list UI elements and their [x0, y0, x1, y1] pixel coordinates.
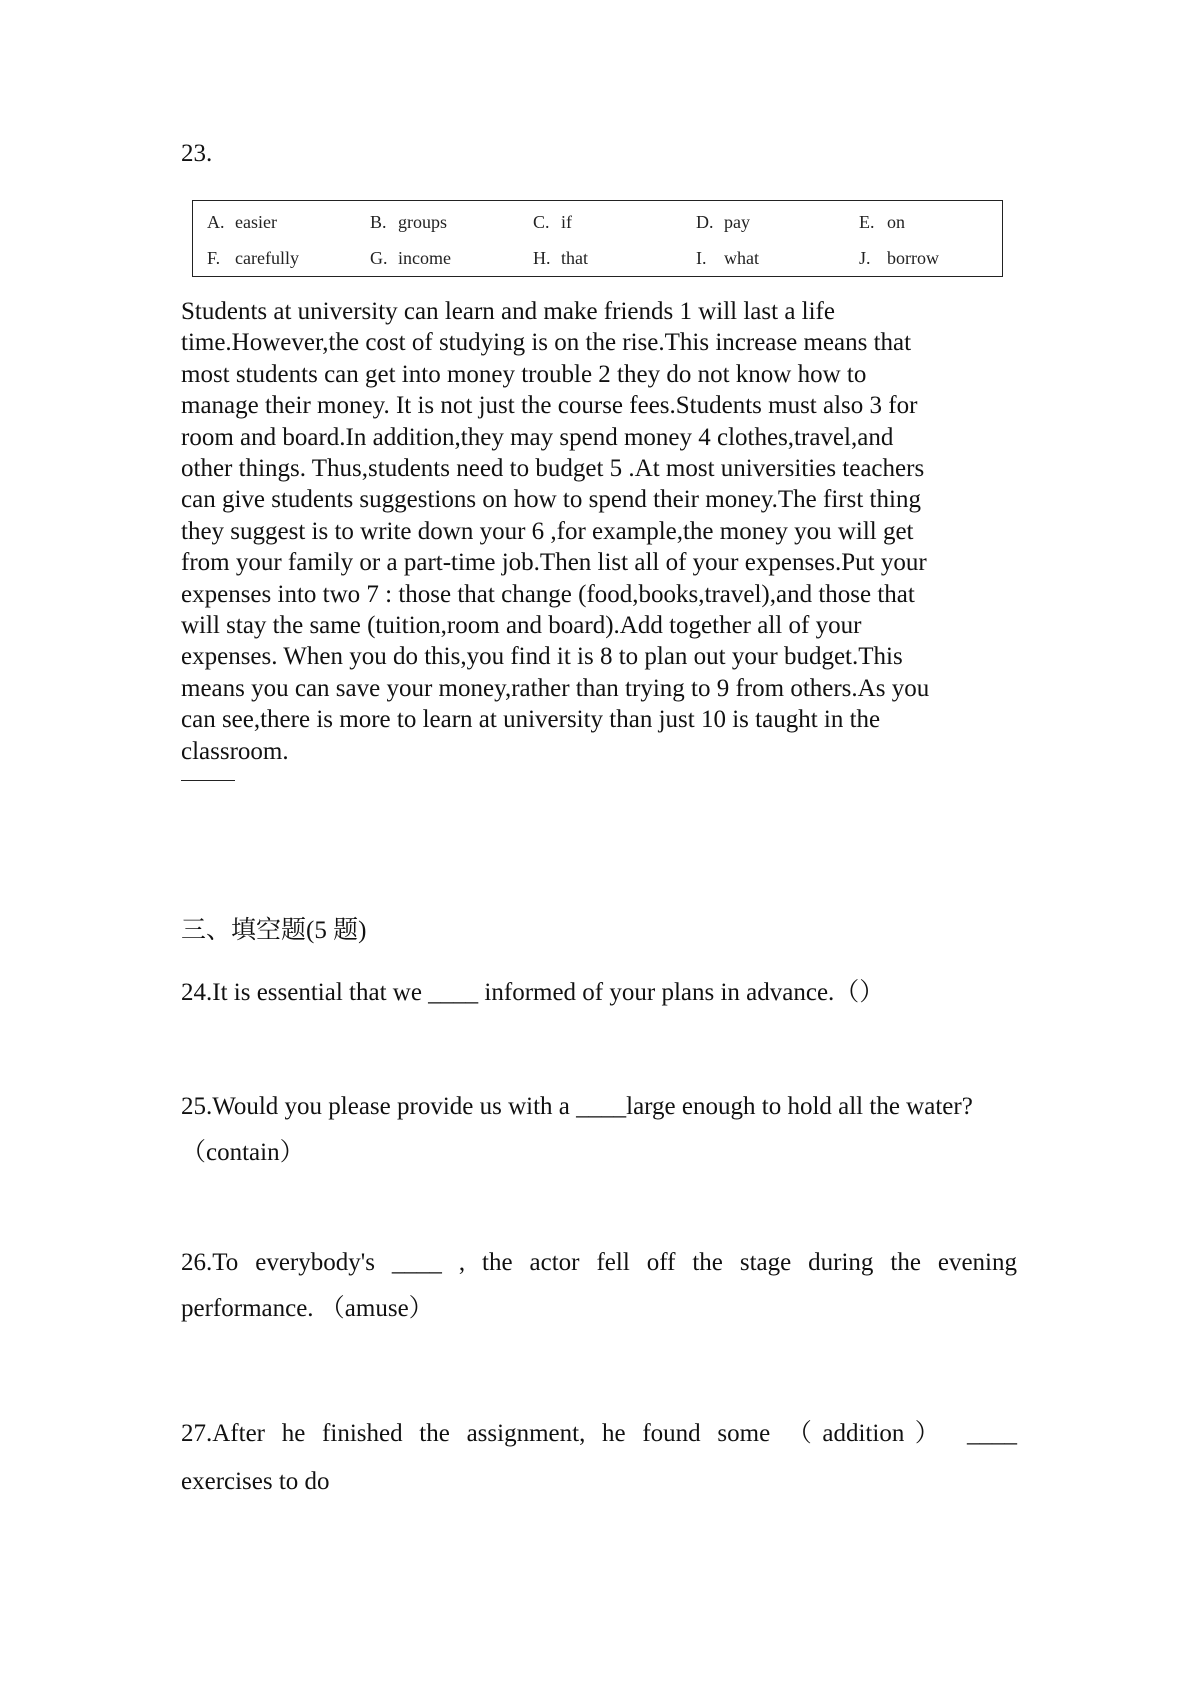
question-26 — [181, 1240, 1017, 1332]
passage-line: will stay the same (tuition,room and board).Add together all of your — [181, 612, 862, 640]
question-25 — [181, 1084, 1041, 1176]
word-bank — [192, 200, 1003, 277]
option-d: D. pay — [696, 212, 750, 232]
option-f: F. carefully — [207, 248, 299, 268]
passage-line: from your family or a part-time job.Then list all of your expenses.Put your — [181, 549, 927, 577]
question-26-line-1: 26.To everybody's ____ , the actor fell off the stage during the evening — [181, 1249, 1017, 1276]
option-i: I. what — [696, 248, 759, 268]
option-g: G. income — [370, 248, 451, 268]
option-a: A. easier — [207, 212, 277, 232]
question-23-number: 23. — [181, 140, 213, 167]
question-27 — [181, 1410, 1017, 1506]
option-e: E. on — [859, 212, 905, 232]
question-27-line-2: exercises to do — [181, 1468, 330, 1495]
question-25-line-1: 25.Would you please provide us with a ____large enough to hold all the water? — [181, 1093, 973, 1120]
option-h: H. that — [533, 248, 588, 268]
passage-line: manage their money. It is not just the course fees.Students must also 3 for — [181, 392, 918, 420]
passage-line: can see,there is more to learn at university than just 10 is taught in the — [181, 706, 881, 734]
passage-line: other things. Thus,students need to budget 5 .At most universities teachers — [181, 455, 925, 483]
question-26-line-2: performance. （amuse） — [181, 1295, 434, 1322]
question-27-line-1: 27.After he finished the assignment, he found some （addition） ____ — [181, 1420, 1017, 1447]
option-b: B. groups — [370, 212, 447, 232]
cloze-passage — [181, 296, 1011, 767]
question-24: 24.It is essential that we ____ informed of your plans in advance.（） — [181, 979, 885, 1006]
passage-line: time.However,the cost of studying is on the rise.This increase means that — [181, 329, 912, 357]
passage-line: classroom. — [181, 737, 289, 765]
passage-line: expenses. When you do this,you find it is 8 to plan out your budget.This — [181, 643, 903, 671]
section-heading: 三、填空题(5 题) — [181, 917, 367, 944]
passage-line: means you can save your money,rather than trying to 9 from others.As you — [181, 674, 930, 702]
passage-line: expenses into two 7 : those that change (food,books,travel),and those that — [181, 580, 915, 608]
word-bank-row — [207, 248, 1022, 269]
passage-line: can give students suggestions on how to spend their money.The first thing — [181, 486, 921, 514]
passage-line: most students can get into money trouble 2 they do not know how to — [181, 360, 867, 388]
word-bank-row — [207, 212, 1022, 233]
question-25-line-2: （contain） — [181, 1139, 305, 1166]
passage-line: Students at university can learn and make friends 1 will last a life — [181, 298, 835, 325]
option-c: C. if — [533, 212, 572, 232]
answer-blank-line — [181, 780, 235, 781]
option-j: J. borrow — [859, 248, 939, 268]
passage-line: they suggest is to write down your 6 ,for example,the money you will get — [181, 517, 914, 545]
passage-line: room and board.In addition,they may spend money 4 clothes,travel,and — [181, 423, 894, 451]
